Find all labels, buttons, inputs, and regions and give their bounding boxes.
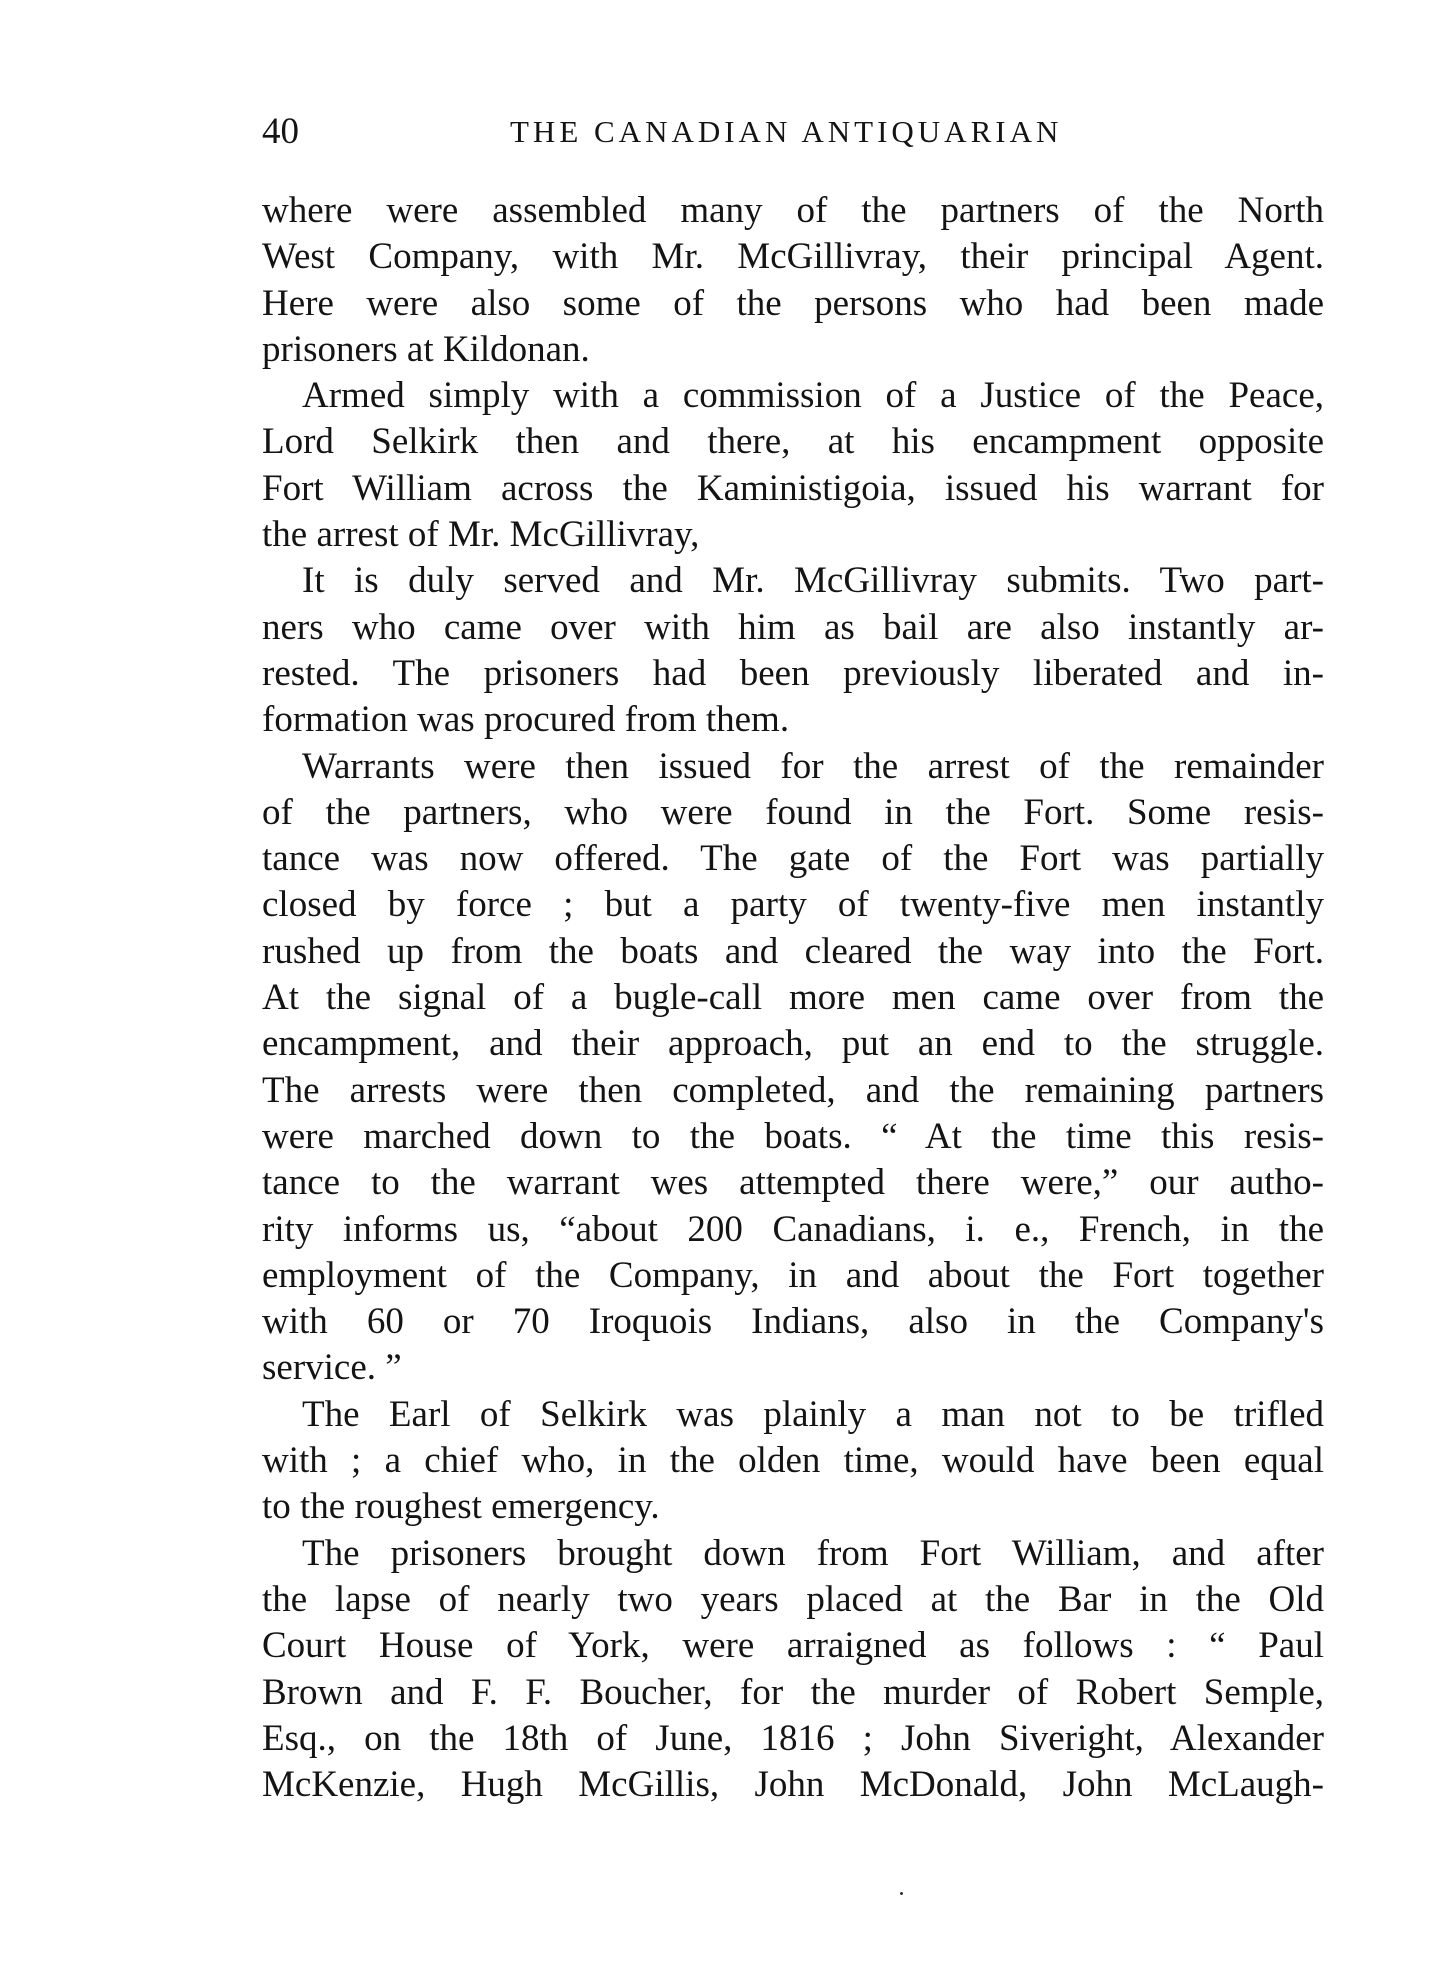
text-line: rested. The prisoners had been previously liberated and in- — [262, 652, 1324, 694]
text-line: At the signal of a bugle-call more men came over from the — [262, 977, 1324, 1019]
body-text — [262, 188, 1324, 1808]
text-line: service. ” — [262, 1347, 402, 1389]
text-line: encampment, and their approach, put an end to the struggle. — [262, 1023, 1324, 1065]
text-line: with 60 or 70 Iroquois Indians, also in the Company's — [262, 1301, 1324, 1343]
text-line: of the partners, who were found in the Fort. Some resis- — [262, 791, 1324, 833]
text-line: The arrests were then completed, and the remaining partners — [262, 1069, 1324, 1111]
text-line: ners who came over with him as bail are also instantly ar- — [262, 606, 1324, 648]
text-line: Esq., on the 18th of June, 1816 ; John Siveright, Alexander — [262, 1717, 1324, 1759]
text-line: rushed up from the boats and cleared the way into the Fort. — [262, 930, 1324, 972]
text-line: formation was procured from them. — [262, 699, 790, 741]
paragraph — [262, 744, 1324, 1392]
text-line: the arrest of Mr. McGillivray, — [262, 514, 700, 556]
text-line: rity informs us, “about 200 Canadians, i. e., French, in the — [262, 1208, 1324, 1250]
text-line: Court House of York, were arraigned as follows : “ Paul — [262, 1625, 1324, 1667]
page-number: 40 — [262, 111, 299, 152]
text-line: prisoners at Kildonan. — [262, 328, 590, 370]
paragraph — [262, 1392, 1324, 1531]
text-line: Brown and F. F. Boucher, for the murder of Robert Semple, — [262, 1671, 1324, 1713]
text-line: West Company, with Mr. McGillivray, their principal Agent. — [262, 236, 1324, 278]
text-line: The prisoners brought down from Fort William, and after — [302, 1532, 1324, 1574]
running-title: THE CANADIAN ANTIQUARIAN — [510, 114, 1063, 149]
text-line: employment of the Company, in and about the Fort together — [262, 1254, 1324, 1296]
text-line: Here were also some of the persons who had been made — [262, 282, 1324, 324]
text-line: Armed simply with a commission of a Justice of the Peace, — [302, 375, 1324, 417]
paragraph — [262, 1531, 1324, 1809]
text-line: tance to the warrant wes attempted there were,” our autho- — [262, 1162, 1324, 1204]
text-line: where were assembled many of the partners of the North — [262, 190, 1324, 231]
text-line: with ; a chief who, in the olden time, would have been equal — [262, 1440, 1324, 1482]
text-line: Lord Selkirk then and there, at his encampment opposite — [262, 421, 1324, 463]
print-speck — [900, 1892, 903, 1895]
text-line: tance was now offered. The gate of the Fort was partially — [262, 838, 1324, 880]
text-line: McKenzie, Hugh McGillis, John McDonald, John McLaugh- — [262, 1764, 1324, 1806]
text-line: The Earl of Selkirk was plainly a man not to be trifled — [302, 1393, 1324, 1435]
paragraph — [262, 558, 1324, 743]
paragraph — [262, 188, 1324, 373]
text-line: Fort William across the Kaministigoia, issued his warrant for — [262, 467, 1324, 509]
text-line: closed by force ; but a party of twenty-five men instantly — [262, 884, 1324, 926]
text-line: Warrants were then issued for the arrest of the remainder — [302, 745, 1324, 787]
text-line: It is duly served and Mr. McGillivray submits. Two part- — [302, 560, 1324, 602]
text-line: the lapse of nearly two years placed at the Bar in the Old — [262, 1578, 1324, 1620]
page-header — [262, 110, 1322, 154]
paragraph — [262, 373, 1324, 558]
text-line: were marched down to the boats. “ At the time this resis- — [262, 1115, 1324, 1157]
text-line: to the roughest emergency. — [262, 1486, 660, 1528]
